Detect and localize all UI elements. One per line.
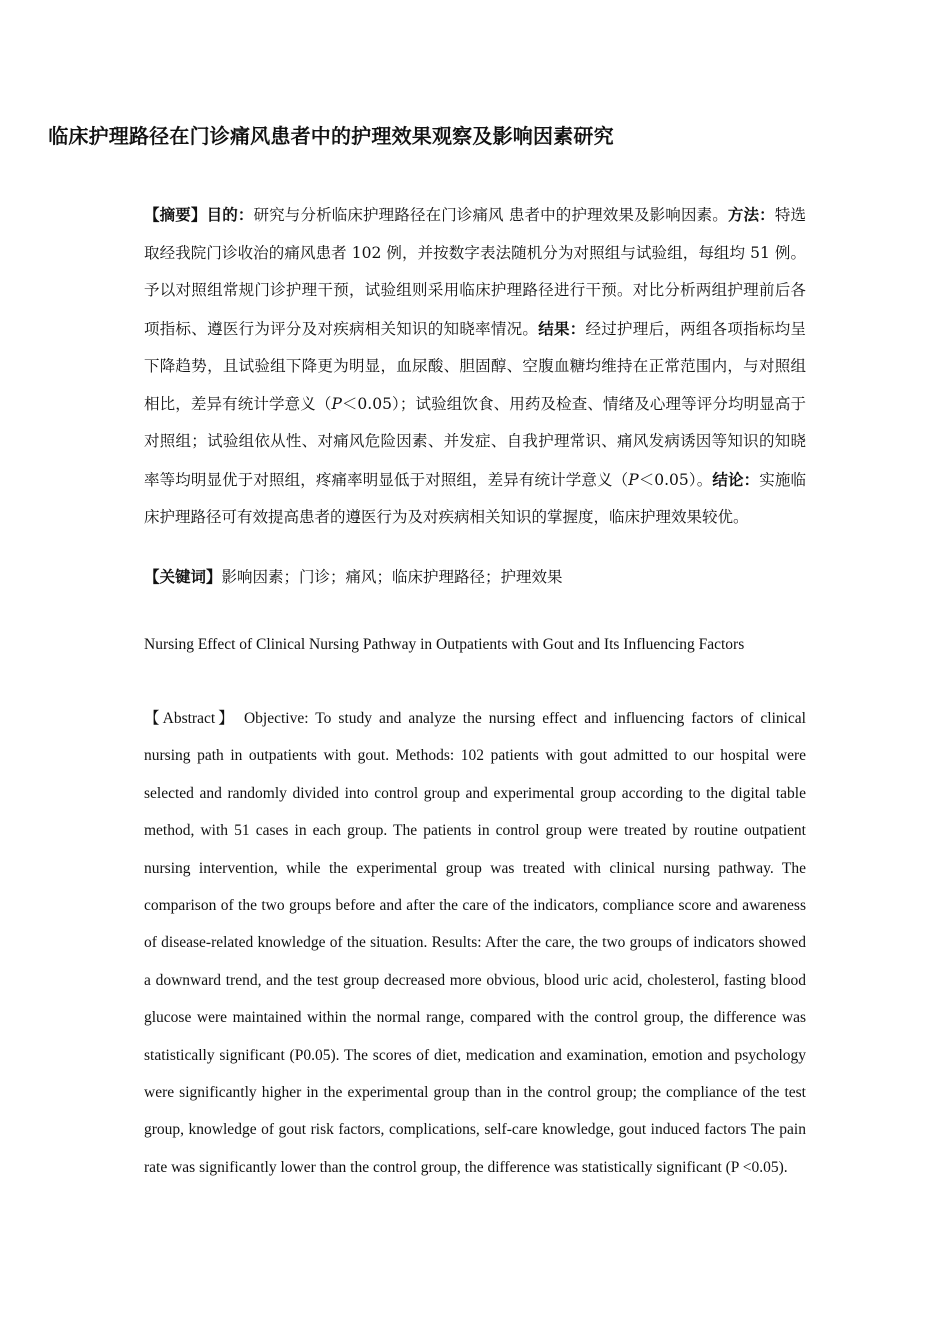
english-abstract	[144, 700, 806, 1186]
english-abstract-text: Objective: To study and analyze the nursing effect and influencing factors of clinical nursing path in outpatients with gout. Methods: 102 patients with gout admitted to our hospital were selected and randomly divided into control group and experimental group according to the digital table method, with 51 cases in each group. The patients in control group were treated by routine outpatient nursing intervention, while the experimental group was treated with clinical nursing pathway. The comparison of the two groups before and after the care of the indicators, compliance score and awareness of disease-related knowledge of the situation. Results: After the care, the two groups of indicators showed a downward trend, and the test group decreased more obvious, blood uric acid, cholesterol, fasting blood glucose were maintained within the normal range, compared with the control group, the difference was statistically significant (P0.05). The scores of diet, medication and examination, emotion and psychology were significantly higher in the experimental group than in the control group; the compliance of the test group, knowledge of gout risk factors, complications, self-care knowledge, gout induced factors The pain rate was significantly lower than the control group, the difference was statistically significant (P <0.05).	[144, 710, 806, 1176]
chinese-keywords	[144, 566, 806, 588]
results-text-2: ＜0.05）；试验组饮食、用药及检查、情绪及心理等评分均明显高于对照组；试验组依从性、对痛风危险因素、并发症、自我护理常识、痛风发病诱因等知识的知晓率等均明显优于对照组，疼痛率明显低于对照组，差异有统计学意义（	[144, 394, 806, 489]
keywords-label: 【关键词】	[144, 567, 222, 586]
objective-text: 研究与分析临床护理路径在门诊痛风 患者中的护理效果及影响因素。	[253, 206, 728, 224]
keywords-text: 影响因素；门诊；痛风；临床护理路径；护理效果	[221, 568, 563, 586]
abstract-bracket-label: 【摘要】	[144, 205, 207, 224]
objective-label: 目的：	[206, 205, 254, 224]
results-label: 结果：	[538, 318, 586, 338]
results-text-3: ＜0.05）。	[638, 470, 713, 489]
results-text-1: 经过护理后，两组各项指标均呈下降趋势，且试验组下降更为明显，血尿酸、胆固醇、空腹血糖均维持在正常范围内，与对照组相比，差异有统计学意义（	[144, 319, 806, 413]
conclusion-label: 结论：	[712, 469, 760, 489]
english-title: Nursing Effect of Clinical Nursing Pathway in Outpatients with Gout and Its Influencing Factors	[144, 636, 745, 653]
conclusion-text: 实施临床护理路径可有效提高患者的遵医行为及对疾病相关知识的掌握度，临床护理效果较优。	[144, 470, 806, 526]
chinese-abstract	[144, 196, 806, 537]
p-symbol: P	[331, 394, 342, 413]
english-abstract-label: 【Abstract】	[144, 710, 237, 727]
methods-label: 方法：	[727, 205, 775, 224]
paper-title: 临床护理路径在门诊痛风患者中的护理效果观察及影响因素研究	[48, 124, 614, 148]
p-symbol: P	[628, 470, 639, 489]
methods-text: 特选取经我院门诊收治的痛风患者 102 例，并按数字表法随机分为对照组与试验组，每组均 51 例。予以对照组常规门诊护理干预，试验组则采用临床护理路径进行干预。对比分析两组护理前后各项指标、遵医行为评分及对疾病相关知识的知晓率情况。	[144, 206, 806, 338]
